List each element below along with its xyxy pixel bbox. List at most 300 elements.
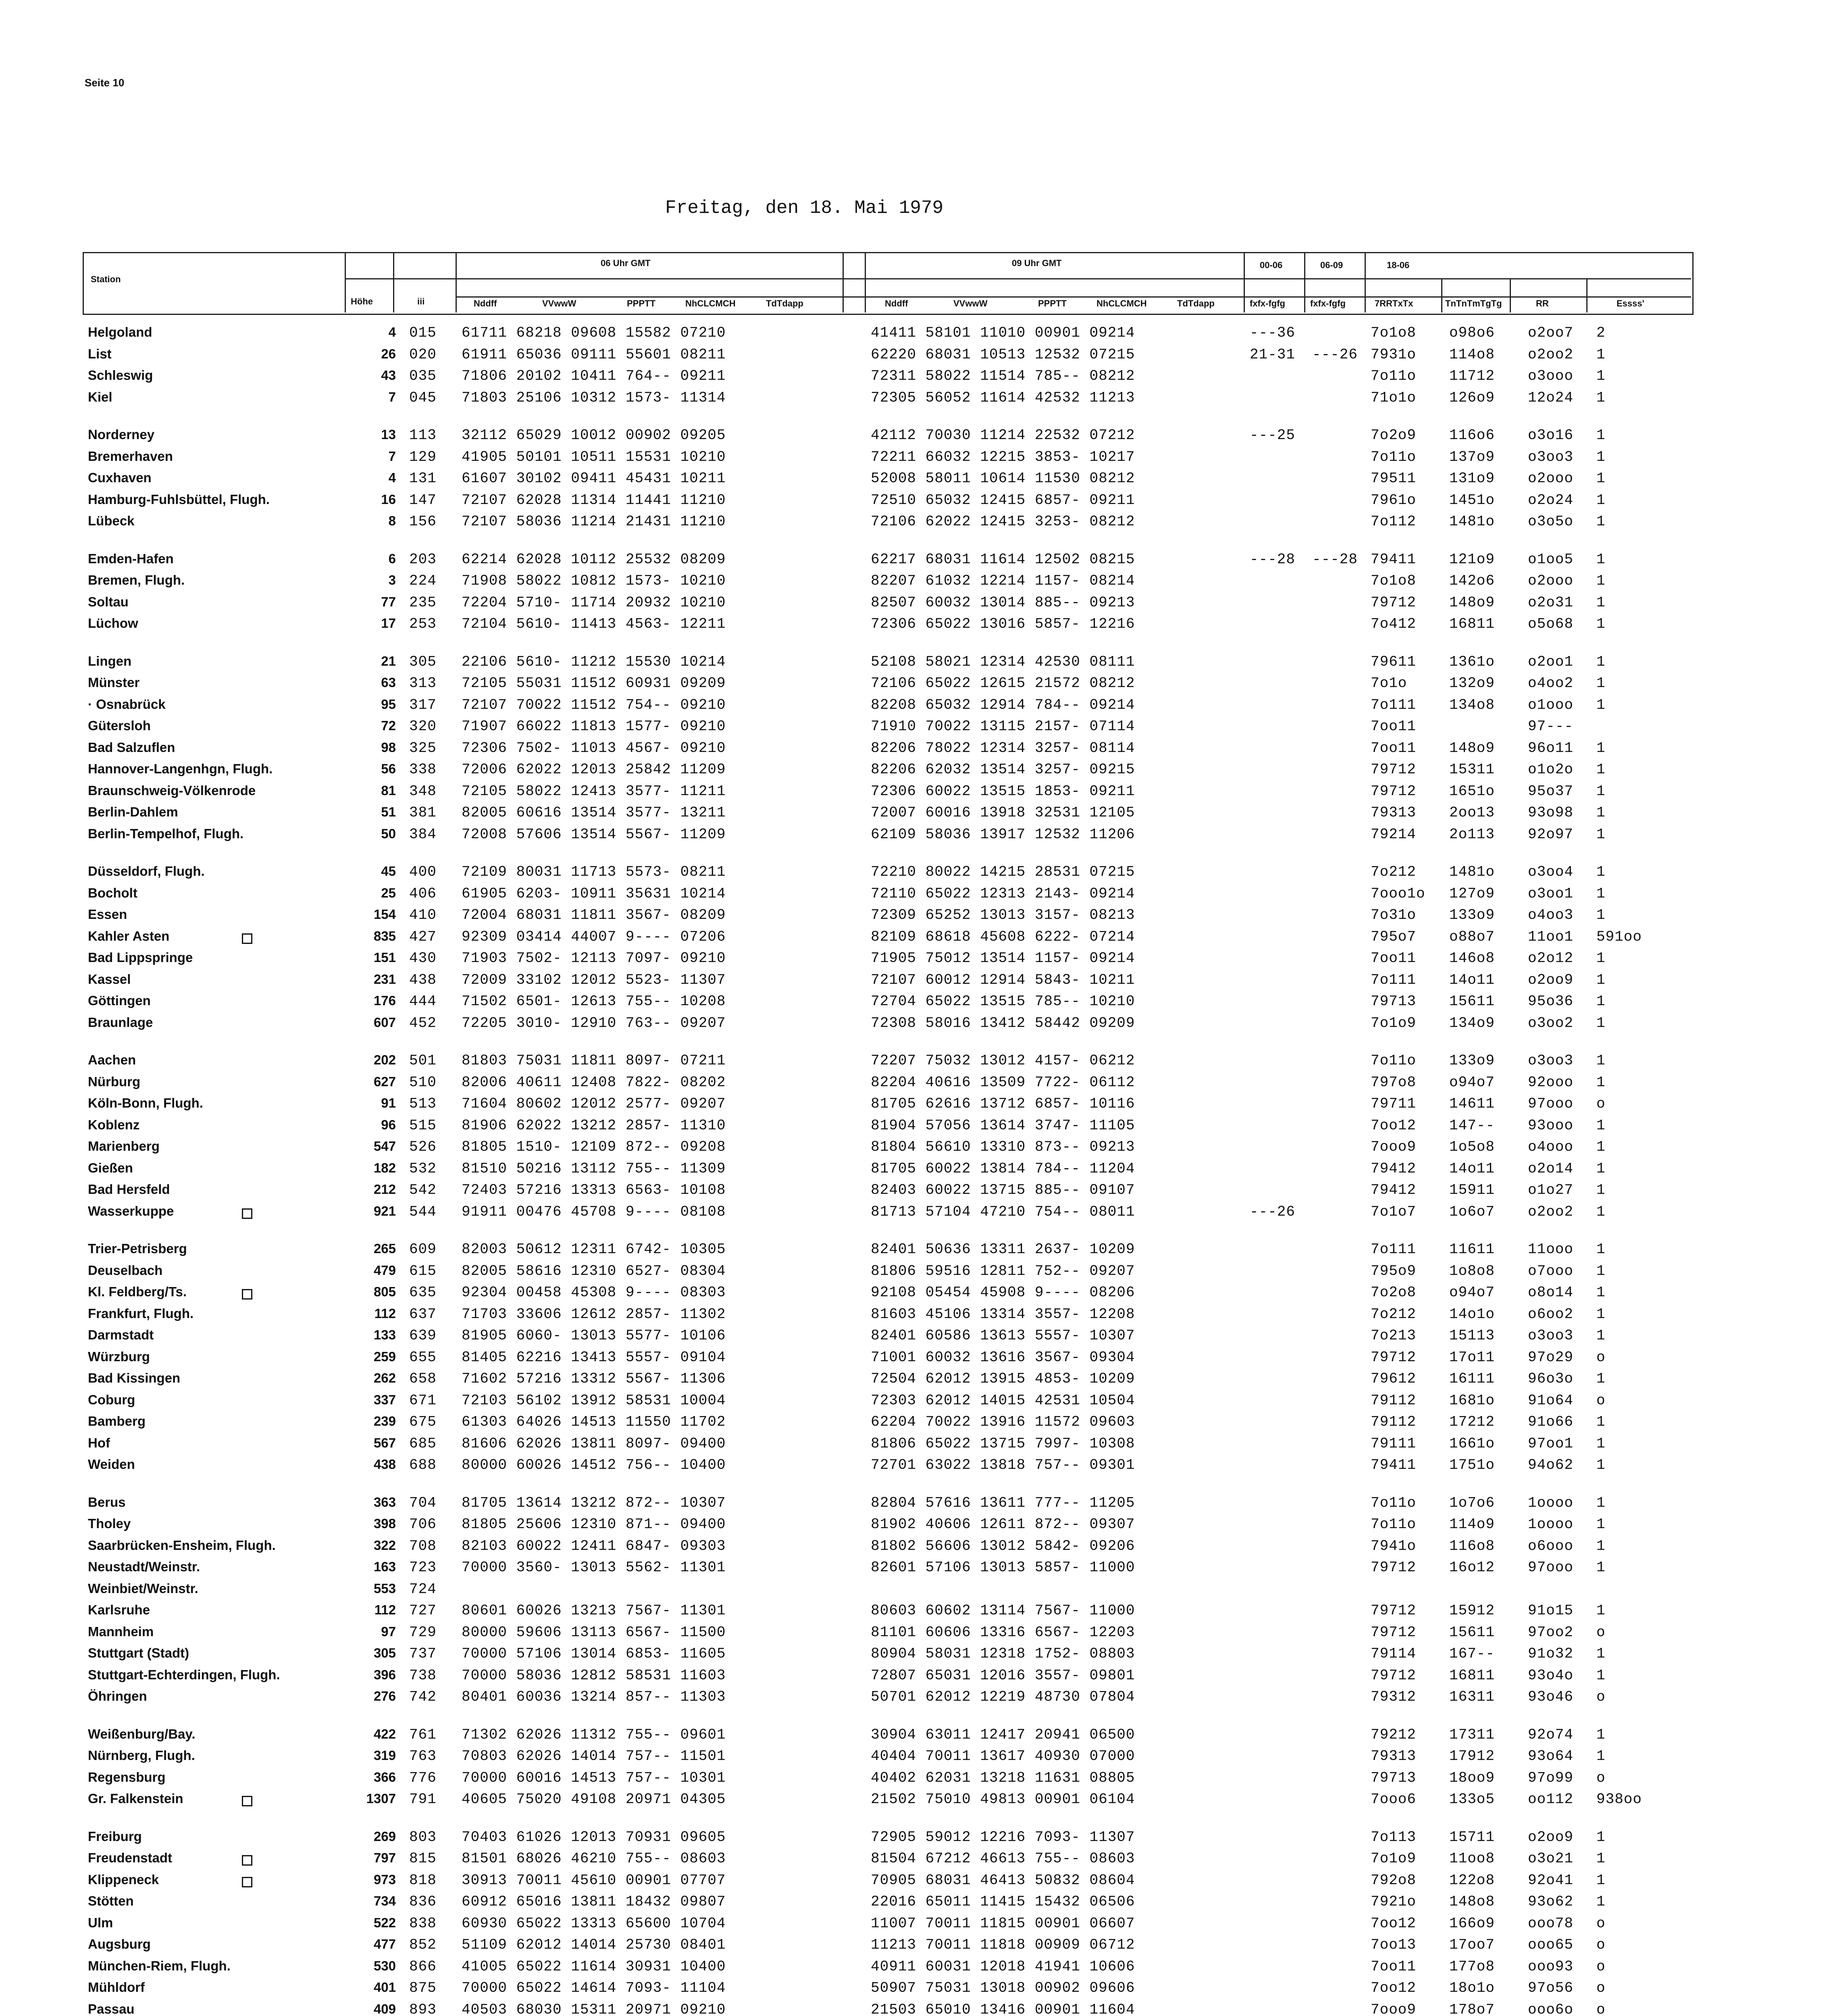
station-name: Lüchow xyxy=(88,616,138,631)
group-tn-tg: 1481o xyxy=(1449,864,1495,880)
group-rr: 95o37 xyxy=(1528,783,1574,800)
station-name: Berus xyxy=(88,1494,126,1510)
group-snow: 1 xyxy=(1596,1241,1606,1258)
header-divider xyxy=(1441,278,1442,312)
gust-00-06: ---25 xyxy=(1250,427,1296,444)
group-rr-tx: 7o111 xyxy=(1371,1241,1417,1258)
group-tn-tg: 177o8 xyxy=(1449,1958,1495,1975)
station-name: Würzburg xyxy=(88,1349,150,1364)
gust-00-06: ---28 xyxy=(1250,551,1296,568)
header-sub-gust1: fxfx-fgfg xyxy=(1250,298,1285,308)
group-rr: 93o4o xyxy=(1528,1667,1574,1684)
station-index: 875 xyxy=(409,1980,437,1996)
group-rr-tx: 7oo12 xyxy=(1371,1117,1417,1134)
group-rr-tx: 7o11o xyxy=(1371,368,1417,384)
gust-00-06: ---26 xyxy=(1250,1203,1296,1220)
group-rr-tx: 7o213 xyxy=(1371,1327,1417,1344)
group-snow: 1 xyxy=(1596,1667,1606,1684)
station-index: 313 xyxy=(409,675,437,691)
group-rr-tx: 7o11o xyxy=(1371,1052,1417,1069)
station-name: Stuttgart (Stadt) xyxy=(88,1645,189,1660)
group-tn-tg: 15311 xyxy=(1449,761,1495,778)
station-name: Klippeneck xyxy=(88,1872,159,1887)
empty-square-icon xyxy=(242,1289,252,1300)
group-snow: 1 xyxy=(1596,1559,1606,1576)
station-height: 322 xyxy=(373,1537,396,1553)
station-index: 542 xyxy=(409,1182,437,1198)
group-rr: o2oo9 xyxy=(1528,1829,1574,1845)
group-tn-tg: 148o9 xyxy=(1449,594,1495,611)
obs-06-gmt: 72107 58036 11214 21431 11210 xyxy=(462,513,726,530)
station-index: 729 xyxy=(409,1624,437,1641)
station-index: 035 xyxy=(409,368,437,384)
group-snow: 1 xyxy=(1596,1052,1606,1069)
group-tn-tg: 14o11 xyxy=(1449,1160,1495,1177)
header-group-09: 09 Uhr GMT xyxy=(1012,258,1062,268)
obs-09-gmt: 72106 62022 12415 3253- 08212 xyxy=(871,513,1135,530)
group-rr-tx: 79712 xyxy=(1371,1559,1417,1576)
station-index: 866 xyxy=(409,1958,437,1975)
group-snow: o xyxy=(1596,1769,1606,1786)
obs-06-gmt: 71908 58022 10812 1573- 10210 xyxy=(462,573,726,589)
obs-06-gmt: 80000 60026 14512 756-- 10400 xyxy=(462,1457,726,1473)
header-tt-09: TdTdapp xyxy=(1177,298,1215,308)
obs-09-gmt: 81504 67212 46613 755-- 08603 xyxy=(871,1850,1135,1867)
station-name: List xyxy=(88,346,112,361)
group-rr-tx: 79214 xyxy=(1371,826,1417,843)
group-tn-tg: 131o9 xyxy=(1449,470,1495,487)
group-snow: 1 xyxy=(1596,1182,1606,1198)
group-tn-tg: 16811 xyxy=(1449,1667,1495,1684)
obs-09-gmt: 72211 66032 12215 3853- 10217 xyxy=(871,448,1135,465)
obs-09-gmt: 21502 75010 49813 00901 06104 xyxy=(871,1791,1135,1808)
group-rr-tx: 7oo11 xyxy=(1371,950,1417,966)
station-height: 1307 xyxy=(366,1791,396,1806)
group-rr: 97o56 xyxy=(1528,1980,1574,1996)
station-height: 97 xyxy=(381,1624,396,1639)
station-index: 791 xyxy=(409,1791,437,1808)
obs-09-gmt: 40404 70011 13617 40930 07000 xyxy=(871,1748,1135,1764)
header-group-06: 06 Uhr GMT xyxy=(601,258,651,268)
group-snow: 1 xyxy=(1596,783,1606,800)
group-snow: 1 xyxy=(1596,368,1606,384)
station-name: Weißenburg/Bay. xyxy=(88,1726,196,1741)
station-index: 338 xyxy=(409,761,437,778)
gust-00-06: 21-31 xyxy=(1250,346,1296,363)
station-name: · Osnabrück xyxy=(88,696,166,712)
group-rr: 11ooo xyxy=(1528,1241,1574,1258)
group-snow: 1 xyxy=(1596,739,1606,756)
group-rr-tx: 7931o xyxy=(1371,346,1417,363)
station-index: 406 xyxy=(409,885,437,902)
obs-06-gmt: 80401 60036 13214 857-- 11303 xyxy=(462,1689,726,1705)
group-tn-tg: 18oo9 xyxy=(1449,1769,1495,1786)
group-rr-tx: 7o212 xyxy=(1371,1306,1417,1322)
group-snow: 1 xyxy=(1596,513,1606,530)
group-tn-tg: 1o6o7 xyxy=(1449,1203,1495,1220)
group-rr: 97oo1 xyxy=(1528,1435,1574,1452)
station-height: 269 xyxy=(373,1829,396,1844)
obs-06-gmt: 81510 50216 13112 755-- 11309 xyxy=(462,1160,726,1177)
obs-09-gmt: 80904 58031 12318 1752- 08803 xyxy=(871,1645,1135,1662)
obs-09-gmt: 80603 60602 13114 7567- 11000 xyxy=(871,1602,1135,1619)
station-index: 129 xyxy=(409,448,437,465)
group-rr-tx: 79713 xyxy=(1371,1769,1417,1786)
obs-09-gmt: 72210 80022 14215 28531 07215 xyxy=(871,864,1135,880)
station-height: 77 xyxy=(381,594,396,609)
group-snow: o xyxy=(1596,1392,1606,1409)
group-tn-tg: 18o1o xyxy=(1449,1980,1495,1996)
station-index: 818 xyxy=(409,1872,437,1889)
obs-09-gmt: 81705 62616 13712 6857- 10116 xyxy=(871,1095,1135,1112)
station-name: Weinbiet/Weinstr. xyxy=(88,1581,198,1596)
station-name: Tholey xyxy=(88,1516,131,1531)
obs-06-gmt: 72403 57216 13313 6563- 10108 xyxy=(462,1182,726,1198)
station-index: 761 xyxy=(409,1726,437,1743)
station-height: 305 xyxy=(373,1645,396,1660)
group-snow: 1 xyxy=(1596,1872,1606,1889)
group-rr-tx: 7oo12 xyxy=(1371,1915,1417,1932)
group-snow: 1 xyxy=(1596,1893,1606,1910)
group-rr: o2oo7 xyxy=(1528,325,1574,341)
station-height: 25 xyxy=(381,885,396,900)
obs-09-gmt: 81806 65022 13715 7997- 10308 xyxy=(871,1435,1135,1452)
group-rr: o1o27 xyxy=(1528,1182,1574,1198)
station-name: Gr. Falkenstein xyxy=(88,1791,183,1806)
station-name: Emden-Hafen xyxy=(88,551,174,566)
group-tn-tg: 17oo7 xyxy=(1449,1937,1495,1953)
station-index: 609 xyxy=(409,1241,437,1258)
group-snow: o xyxy=(1596,1958,1606,1975)
group-tn-tg: 114o8 xyxy=(1449,346,1495,363)
group-rr-tx: 7o412 xyxy=(1371,616,1417,632)
group-rr-tx: 7o11o xyxy=(1371,1494,1417,1511)
group-rr: ooo6o xyxy=(1528,2001,1574,2016)
group-rr: ooo93 xyxy=(1528,1958,1574,1975)
group-snow: 1 xyxy=(1596,1537,1606,1554)
group-rr-tx: 7oo11 xyxy=(1371,1958,1417,1975)
group-tn-tg: 11oo8 xyxy=(1449,1850,1495,1867)
station-index: 704 xyxy=(409,1494,437,1511)
station-height: 319 xyxy=(373,1748,396,1763)
station-height: 401 xyxy=(373,1980,396,1995)
obs-06-gmt: 72105 55031 11512 60931 09209 xyxy=(462,675,726,691)
obs-06-gmt: 41905 50101 10511 15531 10210 xyxy=(462,448,726,465)
obs-06-gmt: 81803 75031 11811 8097- 07211 xyxy=(462,1052,726,1069)
station-name: Bad Kissingen xyxy=(88,1370,181,1385)
header-nddff-09: Nddff xyxy=(885,298,908,308)
station-name: Kiel xyxy=(88,389,112,404)
station-name: Weiden xyxy=(88,1457,135,1472)
station-name: Bad Lippspringe xyxy=(88,950,193,965)
obs-09-gmt: 81902 40606 12611 872-- 09307 xyxy=(871,1516,1135,1533)
group-rr-tx: 79411 xyxy=(1371,551,1417,568)
station-index: 685 xyxy=(409,1435,437,1452)
station-index: 438 xyxy=(409,971,437,988)
obs-06-gmt: 30913 70011 45610 00901 07707 xyxy=(462,1872,726,1889)
group-tn-tg: 142o6 xyxy=(1449,573,1495,589)
obs-09-gmt: 81713 57104 47210 754-- 08011 xyxy=(871,1203,1135,1220)
obs-06-gmt: 71907 66022 11813 1577- 09210 xyxy=(462,718,726,735)
obs-06-gmt: 70000 60016 14513 757-- 10301 xyxy=(462,1769,726,1786)
group-rr: 93o46 xyxy=(1528,1689,1574,1705)
obs-06-gmt: 92309 03414 44007 9---- 07206 xyxy=(462,928,726,945)
header-sub-rr: 7RRTxTx xyxy=(1375,298,1413,308)
obs-09-gmt: 72308 58016 13412 58442 09209 xyxy=(871,1014,1135,1031)
group-tn-tg: 2oo13 xyxy=(1449,804,1495,821)
header-vvwww-09: VVwwW xyxy=(953,298,988,308)
header-sub-precip: RR xyxy=(1536,298,1549,308)
group-rr-tx: 79612 xyxy=(1371,1370,1417,1387)
obs-06-gmt: 51109 62012 14014 25730 08401 xyxy=(462,1937,726,1953)
group-rr-tx: 7o1o9 xyxy=(1371,1014,1417,1031)
group-rr: o2o14 xyxy=(1528,1160,1574,1177)
group-rr: o3o5o xyxy=(1528,513,1574,530)
obs-06-gmt: 70000 65022 14614 7093- 11104 xyxy=(462,1980,726,1996)
obs-09-gmt: 72807 65031 12016 3557- 09801 xyxy=(871,1667,1135,1684)
group-rr-tx: 71o1o xyxy=(1371,389,1417,406)
header-ppptt-09: PPPTT xyxy=(1038,298,1067,308)
station-index: 410 xyxy=(409,907,437,923)
obs-09-gmt: 81904 57056 13614 3747- 11105 xyxy=(871,1117,1135,1134)
station-height: 98 xyxy=(381,739,396,755)
group-rr: 97o99 xyxy=(1528,1769,1574,1786)
station-height: 212 xyxy=(373,1182,396,1197)
group-rr: 95o36 xyxy=(1528,993,1574,1010)
group-snow: 1 xyxy=(1596,1327,1606,1344)
station-height: 133 xyxy=(373,1327,396,1342)
station-height: 567 xyxy=(373,1435,396,1450)
station-height: 17 xyxy=(381,616,396,631)
obs-06-gmt: 82006 40611 12408 7822- 08202 xyxy=(462,1074,726,1091)
station-name: Bamberg xyxy=(88,1414,146,1429)
group-tn-tg: o94o7 xyxy=(1449,1074,1495,1091)
station-name: Schleswig xyxy=(88,368,153,383)
station-name: Kassel xyxy=(88,971,131,987)
obs-09-gmt: 22016 65011 11415 15432 06506 xyxy=(871,1893,1135,1910)
station-name: Bocholt xyxy=(88,885,137,900)
group-snow: 1 xyxy=(1596,1284,1606,1301)
station-index: 671 xyxy=(409,1392,437,1409)
station-index: 723 xyxy=(409,1559,437,1576)
station-name: Aachen xyxy=(88,1052,136,1067)
header-divider xyxy=(843,252,844,312)
station-index: 452 xyxy=(409,1014,437,1031)
group-tn-tg: 133o9 xyxy=(1449,1052,1495,1069)
station-index: 639 xyxy=(409,1327,437,1344)
obs-06-gmt: 61711 68218 09608 15582 07210 xyxy=(462,325,726,341)
group-rr-tx: 7o113 xyxy=(1371,1829,1417,1845)
obs-06-gmt: 81805 1510- 12109 872-- 09208 xyxy=(462,1139,726,1155)
station-name: Deuselbach xyxy=(88,1262,163,1278)
group-snow: 591oo xyxy=(1596,928,1642,945)
station-name: Lingen xyxy=(88,653,132,669)
obs-06-gmt: 70000 3560- 13013 5562- 11301 xyxy=(462,1559,726,1576)
station-height: 56 xyxy=(381,761,396,776)
group-tn-tg: 15611 xyxy=(1449,993,1495,1010)
empty-square-icon xyxy=(242,1855,252,1866)
obs-09-gmt: 71001 60032 13616 3567- 09304 xyxy=(871,1349,1135,1366)
header-divider xyxy=(1244,252,1245,312)
group-rr: o2oo1 xyxy=(1528,653,1574,670)
group-rr: 91o15 xyxy=(1528,1602,1574,1619)
obs-06-gmt: 81405 62216 13413 5557- 09104 xyxy=(462,1349,726,1366)
group-tn-tg: 14o11 xyxy=(1449,971,1495,988)
station-name: Ulm xyxy=(88,1915,113,1930)
station-name: Norderney xyxy=(88,427,155,442)
station-name: Kl. Feldberg/Ts. xyxy=(88,1284,187,1299)
group-snow: 1 xyxy=(1596,346,1606,363)
obs-06-gmt: 71806 20102 10411 764-- 09211 xyxy=(462,368,726,384)
group-rr-tx: 7ooo9 xyxy=(1371,1139,1417,1155)
obs-06-gmt: 72306 7502- 11013 4567- 09210 xyxy=(462,739,726,756)
station-height: 522 xyxy=(373,1915,396,1930)
group-rr: 92o74 xyxy=(1528,1726,1574,1743)
group-snow: 1 xyxy=(1596,1748,1606,1764)
group-rr-tx: 79111 xyxy=(1371,1435,1417,1452)
station-name: Stuttgart-Echterdingen, Flugh. xyxy=(88,1667,280,1682)
station-index: 305 xyxy=(409,653,437,670)
header-nddff: Nddff xyxy=(474,298,497,308)
obs-09-gmt: 72306 60022 13515 1853- 09211 xyxy=(871,783,1135,800)
group-tn-tg: 1361o xyxy=(1449,653,1495,670)
group-rr: oo112 xyxy=(1528,1791,1574,1808)
group-rr: 91o32 xyxy=(1528,1645,1574,1662)
station-height: 21 xyxy=(381,653,396,669)
station-index: 655 xyxy=(409,1349,437,1366)
station-height: 262 xyxy=(373,1370,396,1385)
group-snow: o xyxy=(1596,1915,1606,1932)
station-name: Darmstadt xyxy=(88,1327,154,1342)
obs-09-gmt: 82507 60032 13014 885-- 09213 xyxy=(871,594,1135,611)
header-period-18-06: 18-06 xyxy=(1387,260,1410,270)
date-title: Freitag, den 18. Mai 1979 xyxy=(665,198,944,219)
group-tn-tg: 146o8 xyxy=(1449,950,1495,966)
station-name: Braunlage xyxy=(88,1014,153,1030)
group-rr-tx: 79312 xyxy=(1371,1689,1417,1705)
group-tn-tg: 134o8 xyxy=(1449,696,1495,713)
obs-09-gmt: 72704 65022 13515 785-- 10210 xyxy=(871,993,1135,1010)
station-name: Lübeck xyxy=(88,513,135,528)
group-snow: 1 xyxy=(1596,1203,1606,1220)
obs-09-gmt: 72106 65022 12615 21572 08212 xyxy=(871,675,1135,691)
station-index: 852 xyxy=(409,1937,437,1953)
group-snow: 1 xyxy=(1596,1829,1606,1845)
group-snow: 1 xyxy=(1596,1014,1606,1031)
group-rr: o1ooo xyxy=(1528,696,1574,713)
station-height: 409 xyxy=(373,2001,396,2016)
empty-square-icon xyxy=(242,1796,252,1806)
station-name: Stötten xyxy=(88,1893,134,1908)
group-rr: 91o64 xyxy=(1528,1392,1574,1409)
station-height: 95 xyxy=(381,696,396,712)
obs-09-gmt: 82804 57616 13611 777-- 11205 xyxy=(871,1494,1135,1511)
group-tn-tg: 15912 xyxy=(1449,1602,1495,1619)
station-height: 231 xyxy=(373,971,396,987)
group-snow: 1 xyxy=(1596,492,1606,508)
station-name: Cuxhaven xyxy=(88,470,152,485)
group-tn-tg: 1o8o8 xyxy=(1449,1262,1495,1279)
group-tn-tg: 1481o xyxy=(1449,513,1495,530)
obs-06-gmt: 81606 62026 13811 8097- 09400 xyxy=(462,1435,726,1452)
station-index: 544 xyxy=(409,1203,437,1220)
obs-06-gmt: 81501 68026 46210 755-- 08603 xyxy=(462,1850,726,1867)
station-name: Soltau xyxy=(88,594,129,609)
group-snow: 1 xyxy=(1596,907,1606,923)
station-index: 147 xyxy=(409,492,437,508)
header-divider xyxy=(1510,278,1511,312)
group-tn-tg: 15711 xyxy=(1449,1829,1495,1845)
group-rr: 92ooo xyxy=(1528,1074,1574,1091)
station-index: 526 xyxy=(409,1139,437,1155)
empty-square-icon xyxy=(242,1208,252,1219)
group-tn-tg: 133o9 xyxy=(1449,907,1495,923)
obs-09-gmt: 52108 58021 12314 42530 08111 xyxy=(871,653,1135,670)
obs-06-gmt: 72103 56102 13912 58531 10004 xyxy=(462,1392,726,1409)
group-rr-tx: 7o111 xyxy=(1371,696,1417,713)
group-rr: 12o24 xyxy=(1528,389,1574,406)
station-height: 45 xyxy=(381,864,396,879)
obs-09-gmt: 82601 57106 13013 5857- 11000 xyxy=(871,1559,1135,1576)
obs-09-gmt: 81705 60022 13814 784-- 11204 xyxy=(871,1160,1135,1177)
group-tn-tg: 1451o xyxy=(1449,492,1495,508)
obs-06-gmt: 72107 70022 11512 754-- 09210 xyxy=(462,696,726,713)
group-tn-tg: 126o9 xyxy=(1449,389,1495,406)
group-rr: o3oo2 xyxy=(1528,1014,1574,1031)
group-tn-tg: 133o5 xyxy=(1449,1791,1495,1808)
group-rr-tx: 7oo11 xyxy=(1371,739,1417,756)
group-snow: 1 xyxy=(1596,427,1606,444)
group-rr-tx: 7o1o xyxy=(1371,675,1407,691)
group-rr: 92o97 xyxy=(1528,826,1574,843)
station-height: 112 xyxy=(374,1306,396,1321)
obs-09-gmt: 72007 60016 13918 32531 12105 xyxy=(871,804,1135,821)
obs-09-gmt: 11007 70011 11815 00901 06607 xyxy=(871,1915,1135,1932)
obs-09-gmt: 71910 70022 13115 2157- 07114 xyxy=(871,718,1135,735)
obs-06-gmt: 81705 13614 13212 872-- 10307 xyxy=(462,1494,726,1511)
station-height: 477 xyxy=(373,1937,396,1951)
obs-09-gmt: 82401 60586 13613 5557- 10307 xyxy=(871,1327,1135,1344)
station-height: 239 xyxy=(373,1414,396,1429)
group-rr-tx: 7o1o8 xyxy=(1371,573,1417,589)
group-rr: 93o64 xyxy=(1528,1748,1574,1764)
obs-06-gmt: 80000 59606 13113 6567- 11500 xyxy=(462,1624,726,1641)
station-height: 366 xyxy=(373,1769,396,1785)
group-snow: 1 xyxy=(1596,389,1606,406)
station-name: Nürburg xyxy=(88,1074,141,1089)
group-rr-tx: 7oo12 xyxy=(1371,1980,1417,1996)
group-rr: o3oo3 xyxy=(1528,448,1574,465)
obs-06-gmt: 32112 65029 10012 00902 09205 xyxy=(462,427,726,444)
station-height: 50 xyxy=(381,826,396,841)
group-rr-tx: 7ooo6 xyxy=(1371,1791,1417,1808)
station-height: 81 xyxy=(381,783,396,798)
group-snow: o xyxy=(1596,2001,1606,2016)
station-index: 737 xyxy=(409,1645,437,1662)
group-snow: 1 xyxy=(1596,1414,1606,1430)
station-name: Münster xyxy=(88,675,140,690)
station-name: Braunschweig-Völkenrode xyxy=(88,783,256,798)
obs-09-gmt: 62217 68031 11614 12502 08215 xyxy=(871,551,1135,568)
header-divider xyxy=(865,252,866,312)
obs-06-gmt: 71302 62026 11312 755-- 09601 xyxy=(462,1726,726,1743)
group-rr-tx: 79712 xyxy=(1371,1667,1417,1684)
obs-09-gmt: 82206 78022 12314 3257- 08114 xyxy=(871,739,1135,756)
header-divider xyxy=(1365,252,1366,312)
station-height: 182 xyxy=(373,1160,396,1175)
station-index: 742 xyxy=(409,1689,437,1705)
group-snow: 1 xyxy=(1596,1850,1606,1867)
